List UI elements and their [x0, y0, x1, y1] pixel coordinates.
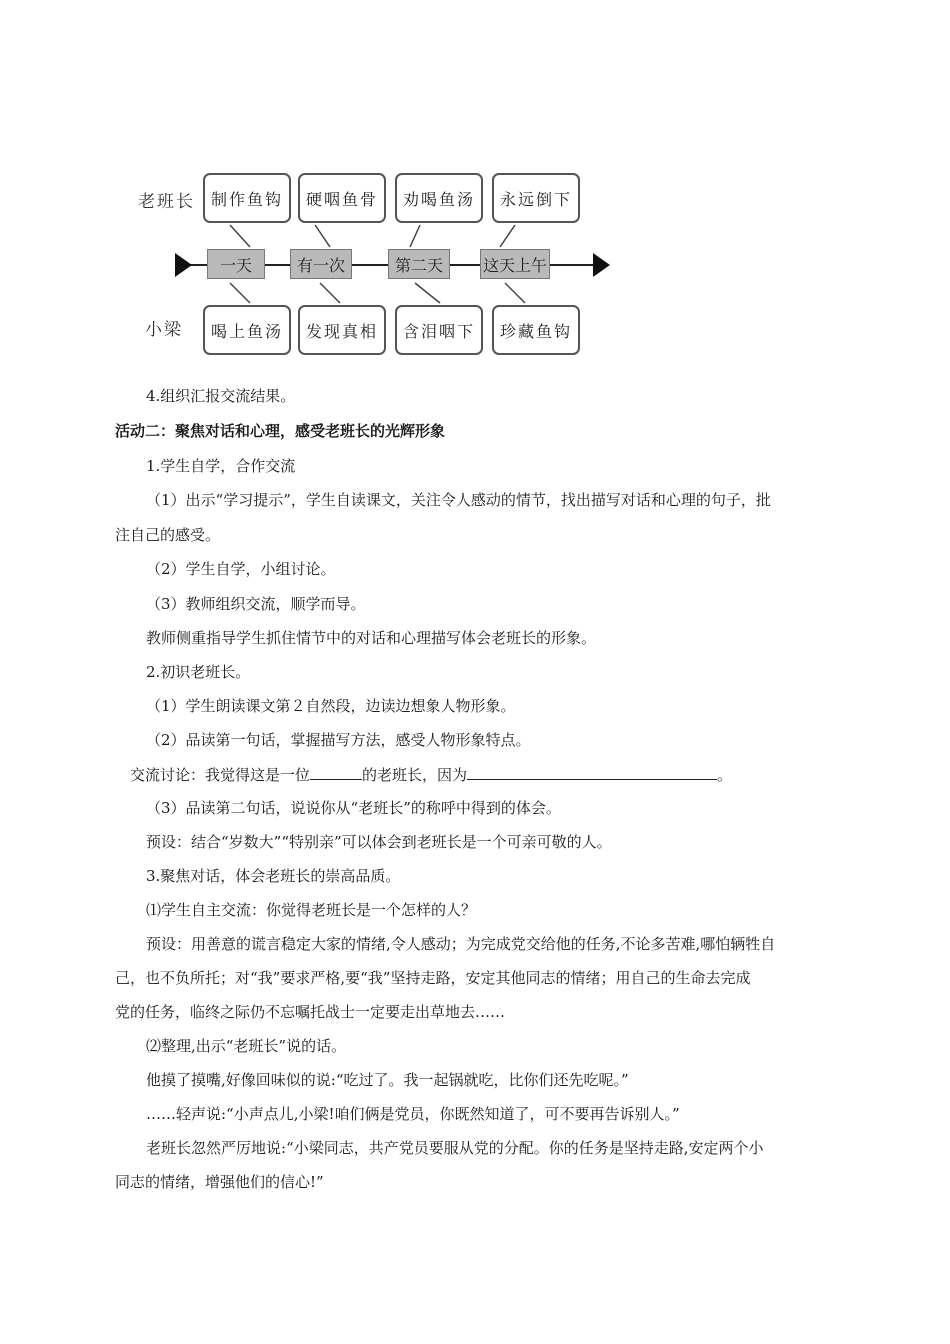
quote: ……轻声说:“小声点儿,小梁!咱们俩是党员，你既然知道了，可不要再告诉别人。” — [146, 1105, 680, 1123]
fill-in-text: 。 — [717, 766, 733, 784]
fill-in-text: 的老班长，因为 — [362, 766, 468, 784]
paragraph: 党的任务，临终之际仍不忘嘱托战士一定要走出草地去…… — [115, 1003, 506, 1021]
top-event-box: 劝喝鱼汤 — [395, 173, 483, 223]
paragraph: （1）学生朗读课文第２自然段，边读边想象人物形象。 — [146, 697, 516, 715]
fill-in-text: 交流讨论：我觉得这是一位 — [130, 766, 311, 784]
paragraph: 预设：结合“岁数大”“特别亲”可以体会到老班长是一个可亲可敬的人。 — [146, 833, 612, 851]
answer-blank — [310, 763, 362, 780]
quote: 他摸了摸嘴,好像回味似的说:“吃过了。我一起锅就吃，比你们还先吃呢。” — [146, 1071, 629, 1089]
paragraph: （3）品读第二句话，说说你从“老班长”的称呼中得到的体会。 — [146, 799, 561, 817]
paragraph: （2）学生自学，小组讨论。 — [146, 560, 336, 578]
quote: 老班长忽然严厉地说:“小梁同志，共产党员要服从党的分配。你的任务是坚持走路,安定两个小 — [146, 1139, 764, 1157]
paragraph: 己，也不负所托；对“我”要求严格,要“我”坚持走路，安定其他同志的情绪；用自己的生命去完成 — [115, 969, 751, 987]
bottom-event-box: 含泪咽下 — [395, 305, 483, 355]
plot-timeline-diagram — [130, 165, 620, 365]
timeline-node: 一天 — [207, 249, 265, 279]
timeline-node: 第二天 — [388, 249, 450, 279]
timeline-node: 有一次 — [290, 249, 352, 279]
bottom-event-box: 发现真相 — [298, 305, 386, 355]
top-event-box: 制作鱼钩 — [203, 173, 291, 223]
paragraph: 3.聚焦对话，体会老班长的崇高品质。 — [146, 867, 401, 885]
paragraph: ⑴学生自主交流：你觉得老班长是一个怎样的人？ — [146, 901, 477, 919]
paragraph: （2）品读第一句话，掌握描写方法，感受人物形象特点。 — [146, 731, 531, 749]
answer-blank — [467, 763, 717, 780]
row-label-old-monitor: 老班长 — [138, 192, 195, 212]
row-label-xiaoliang: 小梁 — [145, 320, 183, 340]
top-event-box: 硬咽鱼骨 — [298, 173, 386, 223]
paragraph: （3）教师组织交流，顺学而导。 — [146, 595, 366, 613]
paragraph: 4.组织汇报交流结果。 — [146, 387, 296, 405]
bottom-event-box: 喝上鱼汤 — [203, 305, 291, 355]
top-event-box: 永远倒下 — [492, 173, 580, 223]
paragraph: 注自己的感受。 — [115, 526, 221, 544]
paragraph: （1）出示“学习提示”，学生自读课文，关注令人感动的情节，找出描写对话和心理的句子，批 — [146, 491, 771, 509]
bottom-event-box: 珍藏鱼钩 — [492, 305, 580, 355]
quote: 同志的情绪，增强他们的信心!” — [115, 1173, 324, 1191]
section-heading: 活动二：聚焦对话和心理，感受老班长的光辉形象 — [115, 422, 446, 440]
timeline-node: 这天上午 — [480, 249, 550, 279]
paragraph: ⑵整理,出示“老班长”说的话。 — [146, 1037, 347, 1055]
paragraph: 教师侧重指导学生抓住情节中的对话和心理描写体会老班长的形象。 — [146, 629, 597, 647]
paragraph: 预设：用善意的谎言稳定大家的情绪,令人感动；为完成党交给他的任务,不论多苦难,哪怕辆牲自 — [146, 935, 776, 953]
paragraph: 1.学生自学，合作交流 — [146, 457, 296, 475]
paragraph: 2.初识老班长。 — [146, 663, 251, 681]
fill-in-line — [130, 763, 732, 786]
